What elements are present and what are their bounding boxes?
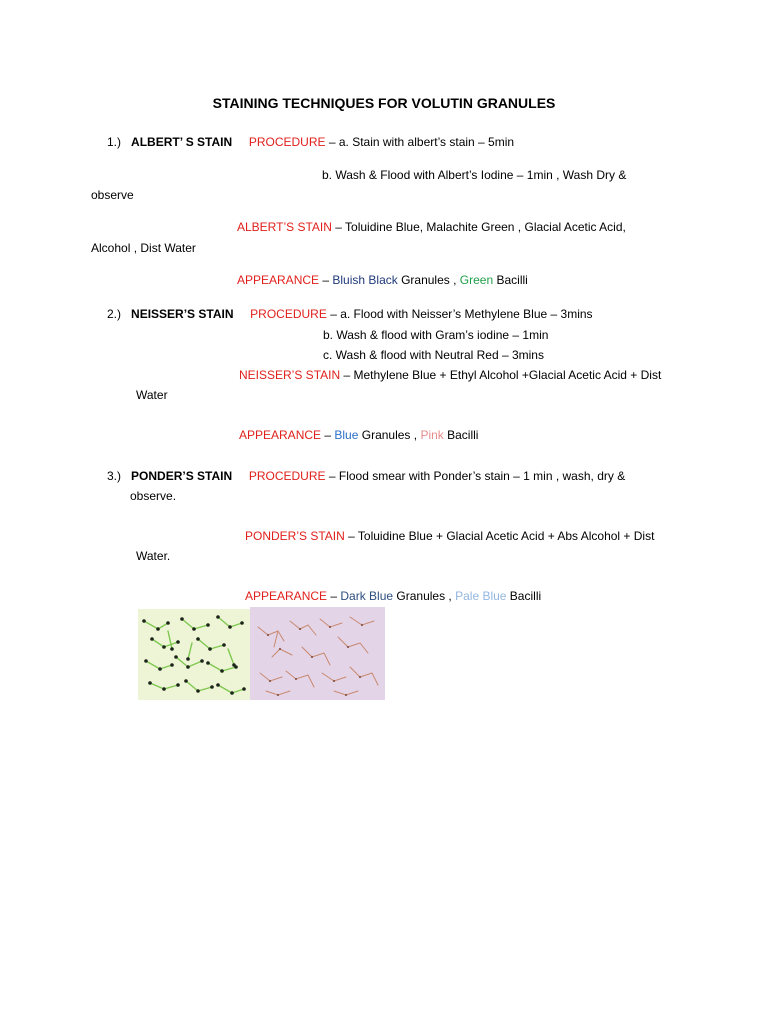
section-1-appearance-dash: – bbox=[319, 273, 333, 287]
albert-stain-micrograph bbox=[138, 609, 250, 700]
section-2-procedure-label: PROCEDURE bbox=[250, 307, 327, 321]
section-3-appearance-label: APPEARANCE bbox=[245, 589, 328, 603]
section-1-granules-text: Granules , bbox=[397, 273, 460, 287]
section-2-appearance bbox=[239, 427, 478, 443]
section-2-procedure-step-a: – a. Flood with Neisser’s Methylene Blue – 3mins bbox=[326, 307, 593, 321]
section-3-composition-text: – Toluidine Blue + Glacial Acetic Acid + Abs Alcohol + Dist bbox=[344, 529, 655, 543]
section-1-procedure-step-b: b. Wash & Flood with Albert’s Iodine – 1min , Wash Dry & bbox=[322, 168, 627, 182]
section-2-bacilli-text: Bacilli bbox=[443, 428, 479, 442]
section-2-appearance-label: APPEARANCE bbox=[239, 428, 322, 442]
section-1-procedure-step-b-cont: observe bbox=[91, 188, 134, 202]
section-3-appearance-dash: – bbox=[327, 589, 341, 603]
section-2-composition bbox=[239, 367, 661, 383]
section-3-bacilli-text: Bacilli bbox=[506, 589, 542, 603]
section-1-granule-color: Bluish Black bbox=[332, 273, 398, 287]
section-1-composition bbox=[237, 219, 626, 235]
section-2-composition-text: – Methylene Blue + Ethyl Alcohol +Glacial Acetic Acid + Dist bbox=[340, 368, 662, 382]
section-2-procedure-step-b: b. Wash & flood with Gram’s iodine – 1min bbox=[323, 328, 549, 342]
section-1-composition-text: – Toluidine Blue, Malachite Green , Glacial Acetic Acid, bbox=[331, 220, 626, 234]
section-1-name: ALBERT’ S STAIN bbox=[131, 135, 233, 149]
section-3-appearance bbox=[245, 588, 541, 604]
section-2-bacilli-color: Pink bbox=[420, 428, 444, 442]
section-1-composition-cont: Alcohol , Dist Water bbox=[91, 241, 196, 255]
section-1-heading bbox=[107, 134, 514, 150]
section-1-appearance-label: APPEARANCE bbox=[237, 273, 320, 287]
document-title: STAINING TECHNIQUES FOR VOLUTIN GRANULES bbox=[212, 95, 556, 111]
section-3-granule-color: Dark Blue bbox=[340, 589, 394, 603]
section-3-composition-cont: Water. bbox=[136, 549, 171, 563]
section-1-bacilli-text: Bacilli bbox=[493, 273, 528, 287]
section-1-appearance bbox=[237, 272, 528, 288]
neisser-stain-micrograph bbox=[250, 607, 385, 700]
section-2-composition-cont: Water bbox=[136, 388, 168, 402]
section-3-procedure-label: PROCEDURE bbox=[248, 469, 326, 483]
section-1-bacilli-color: Green bbox=[459, 273, 494, 287]
section-1-number: 1.) bbox=[107, 135, 122, 149]
section-3-bacilli-color: Pale Blue bbox=[455, 589, 507, 603]
section-2-procedure-step-c: c. Wash & flood with Neutral Red – 3mins bbox=[323, 348, 544, 362]
section-3-name: PONDER’S STAIN bbox=[131, 469, 233, 483]
section-2-number: 2.) bbox=[107, 307, 122, 321]
section-3-procedure-cont: observe. bbox=[130, 489, 177, 503]
section-2-heading bbox=[107, 306, 593, 322]
section-3-composition-label: PONDER’S STAIN bbox=[245, 529, 345, 543]
section-3-composition bbox=[245, 528, 654, 544]
section-1-procedure-step-a: – a. Stain with albert’s stain – 5min bbox=[325, 135, 515, 149]
section-2-granule-color: Blue bbox=[334, 428, 359, 442]
section-1-composition-label: ALBERT’S STAIN bbox=[237, 220, 332, 234]
section-3-number: 3.) bbox=[107, 469, 122, 483]
section-2-name: NEISSER’S STAIN bbox=[131, 307, 234, 321]
section-2-composition-label: NEISSER’S STAIN bbox=[239, 368, 341, 382]
section-2-appearance-dash: – bbox=[321, 428, 335, 442]
section-1-procedure-label: PROCEDURE bbox=[248, 135, 326, 149]
section-3-procedure-text: – Flood smear with Ponder’s stain – 1 min , wash, dry & bbox=[325, 469, 626, 483]
section-3-granules-text: Granules , bbox=[393, 589, 456, 603]
section-2-granules-text: Granules , bbox=[358, 428, 421, 442]
section-3-heading bbox=[107, 468, 625, 484]
